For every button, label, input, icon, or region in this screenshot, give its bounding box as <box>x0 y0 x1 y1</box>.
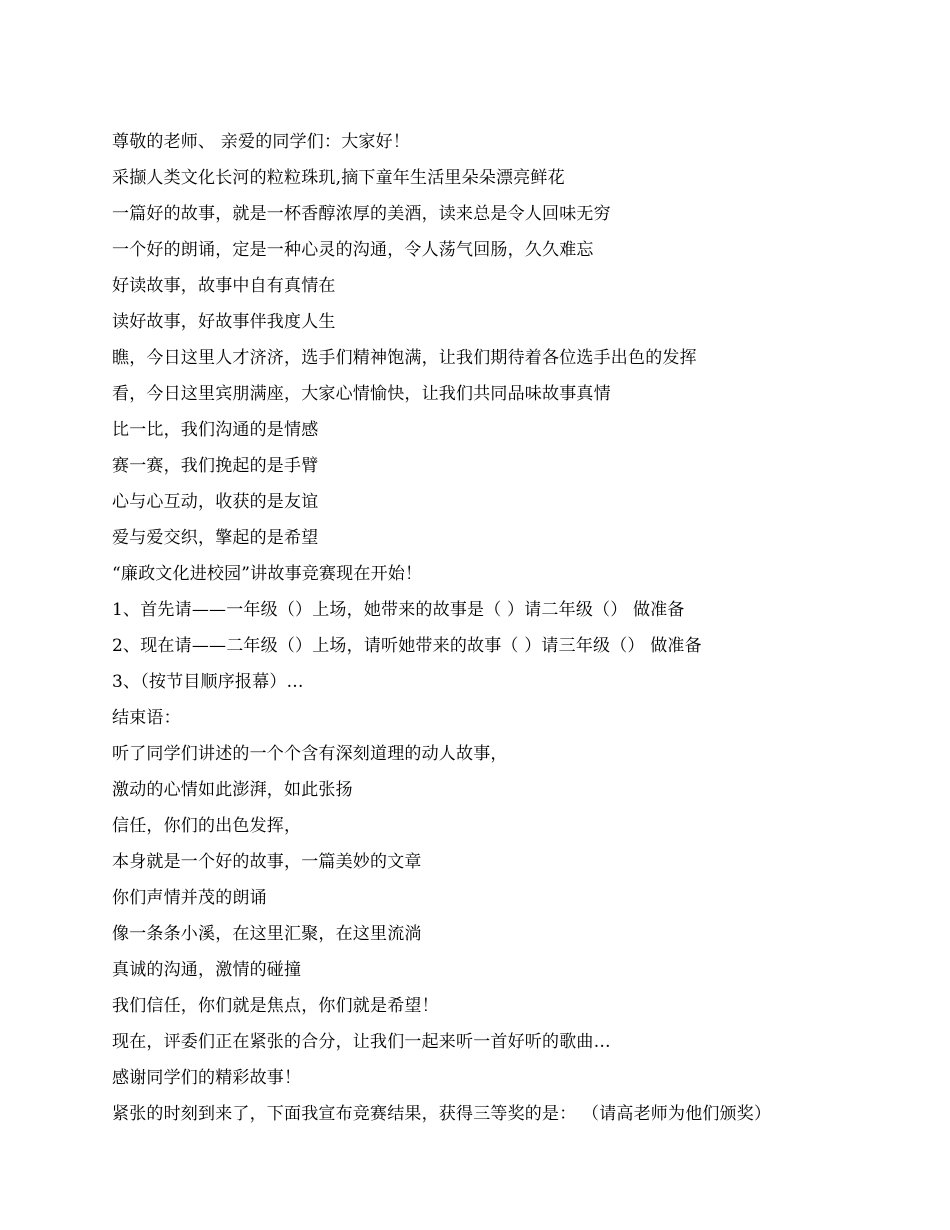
text-line: 感谢同学们的精彩故事！ <box>112 1068 302 1088</box>
text-line: 本身就是一个好的故事，一篇美妙的文章 <box>112 852 422 872</box>
text-line: 你们声情并茂的朗诵 <box>112 888 267 908</box>
text-line: 信任，你们的出色发挥， <box>112 816 302 836</box>
text-line: 采撷人类文化长河的粒粒珠玑,摘下童年生活里朵朵漂亮鲜花 <box>112 168 565 188</box>
text-line: 赛一赛，我们挽起的是手臂 <box>112 456 319 476</box>
document-body <box>112 124 872 1132</box>
text-line: 我们信任，你们就是焦点，你们就是希望！ <box>112 996 439 1016</box>
text-line: 看，今日这里宾朋满座，大家心情愉快，让我们共同品味故事真情 <box>112 384 611 404</box>
text-line: 一篇好的故事，就是一杯香醇浓厚的美酒，读来总是令人回味无穷 <box>112 204 611 224</box>
text-line: 真诚的沟通，激情的碰撞 <box>112 960 302 980</box>
program-item-1: 1、首先请——一年级（）上场，她带来的故事是（ ）请二年级（） 做准备 <box>112 600 685 620</box>
program-item-2: 2、现在请——二年级（）上场，请听她带来的故事（ ）请三年级（） 做准备 <box>112 636 702 656</box>
text-line: 一个好的朗诵，定是一种心灵的沟通，令人荡气回肠，久久难忘 <box>112 240 594 260</box>
text-line-greeting: 尊敬的老师、 亲爱的同学们：大家好！ <box>112 132 411 152</box>
text-line-announcement: “廉政文化进校园”讲故事竞赛现在开始！ <box>112 564 423 584</box>
text-line: 比一比，我们沟通的是情感 <box>112 420 319 440</box>
text-line: 像一条条小溪，在这里汇聚，在这里流淌 <box>112 924 422 944</box>
text-line: 好读故事，故事中自有真情在 <box>112 276 336 296</box>
program-item-3: 3、（按节目顺序报幕）… <box>112 672 304 692</box>
text-line: 现在，评委们正在紧张的合分，让我们一起来听一首好听的歌曲… <box>112 1032 611 1052</box>
text-line: 爱与爱交织，擎起的是希望 <box>112 528 319 548</box>
text-line: 激动的心情如此澎湃，如此张扬 <box>112 780 353 800</box>
closing-heading: 结束语： <box>112 708 181 728</box>
text-line-results: 紧张的时刻到来了，下面我宣布竞赛结果，获得三等奖的是： （请高老师为他们颁奖） <box>112 1104 772 1124</box>
text-line: 读好故事，好故事伴我度人生 <box>112 312 336 332</box>
text-line: 听了同学们讲述的一个个含有深刻道理的动人故事， <box>112 744 508 764</box>
text-line: 心与心互动，收获的是友谊 <box>112 492 319 512</box>
text-line: 瞧，今日这里人才济济，选手们精神饱满，让我们期待着各位选手出色的发挥 <box>112 348 697 368</box>
